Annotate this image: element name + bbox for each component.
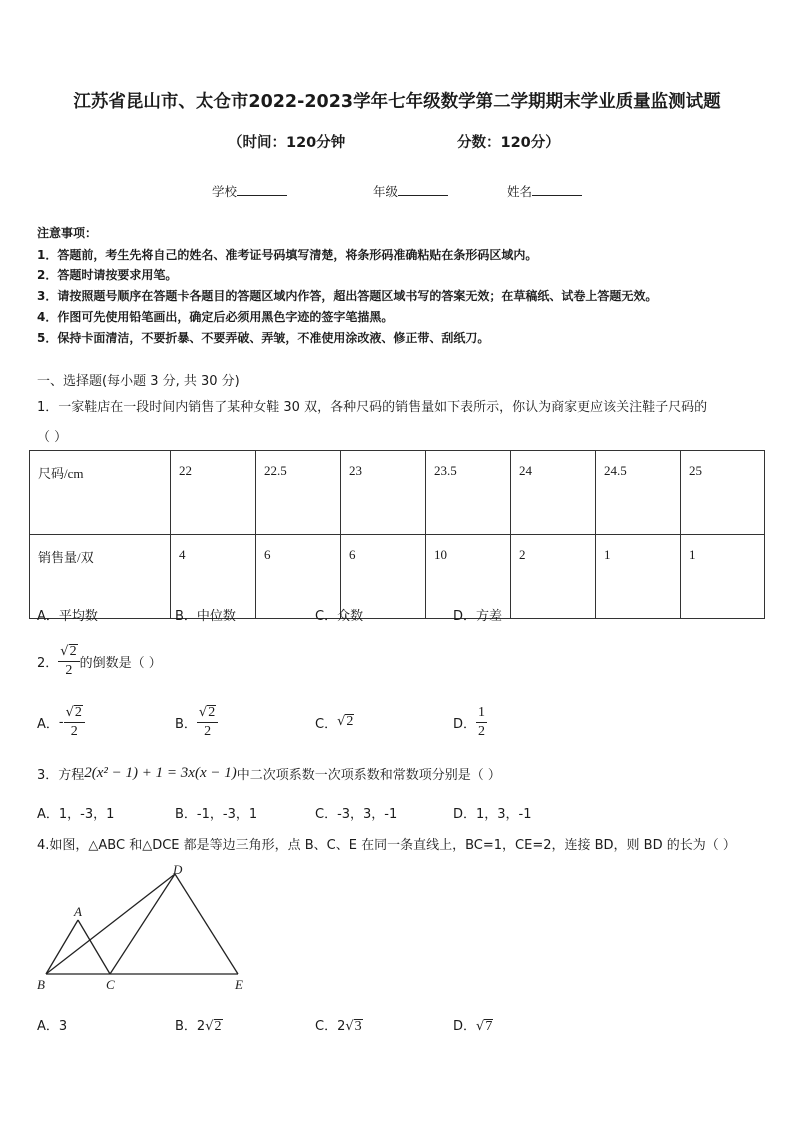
- table-cell: 2: [511, 535, 596, 619]
- q2-text: 的倒数是（ ）: [79, 655, 162, 671]
- segment-bd: [46, 874, 175, 974]
- grade-field[interactable]: [373, 182, 448, 200]
- table-cell: 6: [256, 535, 341, 619]
- name-field[interactable]: [507, 182, 582, 200]
- option-label: D．: [453, 716, 477, 732]
- option-label: B．2: [175, 1019, 206, 1034]
- option-fraction: [476, 705, 487, 740]
- q2-option-b[interactable]: [175, 700, 218, 744]
- table-row: [30, 451, 765, 535]
- frac-den: 2: [70, 723, 78, 739]
- note-item: 5．保持卡面清洁，不要折暴、不要弄破、弄皱，不准使用涂改液、修正带、刮纸刀。: [37, 331, 490, 345]
- table-cell: 22: [171, 451, 256, 535]
- label-e: E: [235, 977, 243, 992]
- section-heading: 一、选择题(每小题 3 分, 共 30 分): [37, 374, 240, 389]
- frac-num: 1: [476, 705, 487, 723]
- option-fraction: $\frac{√2}{2}$: [197, 705, 218, 740]
- radicand: 3: [354, 1019, 362, 1034]
- note-item: 3．请按照题号顺序在答题卡各题目的答题区域内作答，超出答题区域书写的答案无效；在草稿纸、试卷上答题无效。: [37, 289, 658, 303]
- q2-option-a[interactable]: [37, 700, 85, 744]
- q3-option-c[interactable]: C．-3，3，-1: [315, 807, 398, 822]
- label-a: A: [74, 904, 82, 919]
- frac-num: 2: [74, 704, 82, 720]
- segment-cd: [110, 874, 175, 974]
- table-cell: 销售量/双: [30, 535, 171, 619]
- q3-equation: 2(x² − 1) + 1 = 3x(x − 1): [84, 765, 237, 781]
- q1-text: 1．一家鞋店在一段时间内销售了某种女鞋 30 双，各种尺码的销售量如下表所示，你认为商家更应该关注鞋子尺码的: [37, 400, 708, 415]
- option-label: C．2: [315, 1019, 346, 1034]
- q2-option-d[interactable]: [453, 700, 487, 744]
- option-sign: -: [58, 714, 64, 730]
- label-d: D: [173, 862, 183, 877]
- option-label: B．: [175, 716, 197, 732]
- label-c: C: [106, 977, 115, 992]
- segment-ba: [46, 920, 78, 974]
- size-table: [29, 450, 765, 619]
- q1-paren: （ ）: [37, 430, 68, 445]
- q2-frac-num: 2: [69, 643, 77, 659]
- frac-den: 2: [478, 723, 486, 739]
- radicand: 7: [485, 1019, 493, 1034]
- triangle-figure: [30, 860, 270, 995]
- table-cell: 1: [681, 535, 765, 619]
- option-label: C．: [315, 716, 338, 732]
- table-cell: 10: [426, 535, 511, 619]
- option-label: A．: [37, 716, 59, 732]
- table-cell: 4: [171, 535, 256, 619]
- note-item: 4．作图可先使用铅笔画出，确定后必须用黑色字迹的签字笔描黑。: [37, 310, 394, 324]
- frac-den: 2: [204, 723, 212, 739]
- exam-title: 江苏省昆山市、太仓市2022-2023学年七年级数学第二学期期末学业质量监测试题: [73, 92, 721, 112]
- table-cell: 22.5: [256, 451, 341, 535]
- radicand: 2: [346, 714, 354, 729]
- q3-option-b[interactable]: B．-1，-3，1: [175, 807, 258, 822]
- label-b: B: [37, 977, 45, 992]
- table-cell: 23.5: [426, 451, 511, 535]
- name-blank[interactable]: [532, 183, 582, 196]
- table-cell: 24: [511, 451, 596, 535]
- grade-blank[interactable]: [398, 183, 448, 196]
- q1-option-b[interactable]: B．中位数: [175, 609, 236, 624]
- q4-option-b[interactable]: B．2√2: [175, 1019, 222, 1034]
- table-cell: 1: [596, 535, 681, 619]
- notes-heading: 注意事项：: [37, 226, 98, 240]
- name-label: 姓名: [507, 184, 533, 199]
- q4-option-a[interactable]: A．3: [37, 1019, 68, 1034]
- school-field[interactable]: [212, 182, 287, 200]
- q4-text: 4.如图，△ABC 和△DCE 都是等边三角形，点 B、C、E 在同一条直线上，BC=1，CE=2，连接 BD，则 BD 的长为（ ）: [37, 838, 736, 853]
- table-cell: 6: [341, 535, 426, 619]
- q3-option-a[interactable]: A．1，-3，1: [37, 807, 115, 822]
- q1-option-d[interactable]: D．方差: [453, 609, 503, 624]
- table-cell: 24.5: [596, 451, 681, 535]
- note-item: 2．答题时请按要求用笔。: [37, 268, 178, 282]
- q3-option-d[interactable]: D．1，3，-1: [453, 807, 532, 822]
- school-blank[interactable]: [237, 183, 287, 196]
- segment-de: [175, 874, 238, 974]
- exam-time: （时间：120分钟: [228, 135, 346, 151]
- q4-option-d[interactable]: D．√7: [453, 1019, 493, 1034]
- frac-num: 2: [208, 704, 216, 720]
- q2-option-c[interactable]: C． √2: [315, 714, 354, 732]
- grade-label: 年级: [373, 184, 399, 199]
- table-row: [30, 535, 765, 619]
- option-label: D．: [453, 1019, 477, 1034]
- q2-fraction: $\frac{√2}{2}$: [58, 644, 79, 679]
- note-item: 1．答题前，考生先将自己的姓名、准考证号码填写清楚，将条形码准确粘贴在条形码区域内。: [37, 248, 538, 262]
- table-cell: 23: [341, 451, 426, 535]
- school-label: 学校: [212, 184, 238, 199]
- q3-line: [37, 764, 501, 783]
- q2-frac-den: 2: [65, 662, 73, 678]
- q2-line: [37, 639, 162, 683]
- radicand: 2: [214, 1019, 222, 1034]
- q1-option-a[interactable]: A．平均数: [37, 609, 98, 624]
- table-cell: 尺码/cm: [30, 451, 171, 535]
- option-fraction: $\frac{√2}{2}$: [64, 705, 85, 740]
- q1-option-c[interactable]: C．众数: [315, 609, 364, 624]
- q3-text: 中二次项系数一次项系数和常数项分别是（ ）: [236, 768, 501, 783]
- q2-number: 2．: [37, 655, 59, 671]
- q3-prefix: 3．方程: [37, 768, 85, 783]
- q4-option-c[interactable]: C．2√3: [315, 1019, 362, 1034]
- table-cell: 25: [681, 451, 765, 535]
- exam-score: 分数：120分）: [457, 135, 560, 151]
